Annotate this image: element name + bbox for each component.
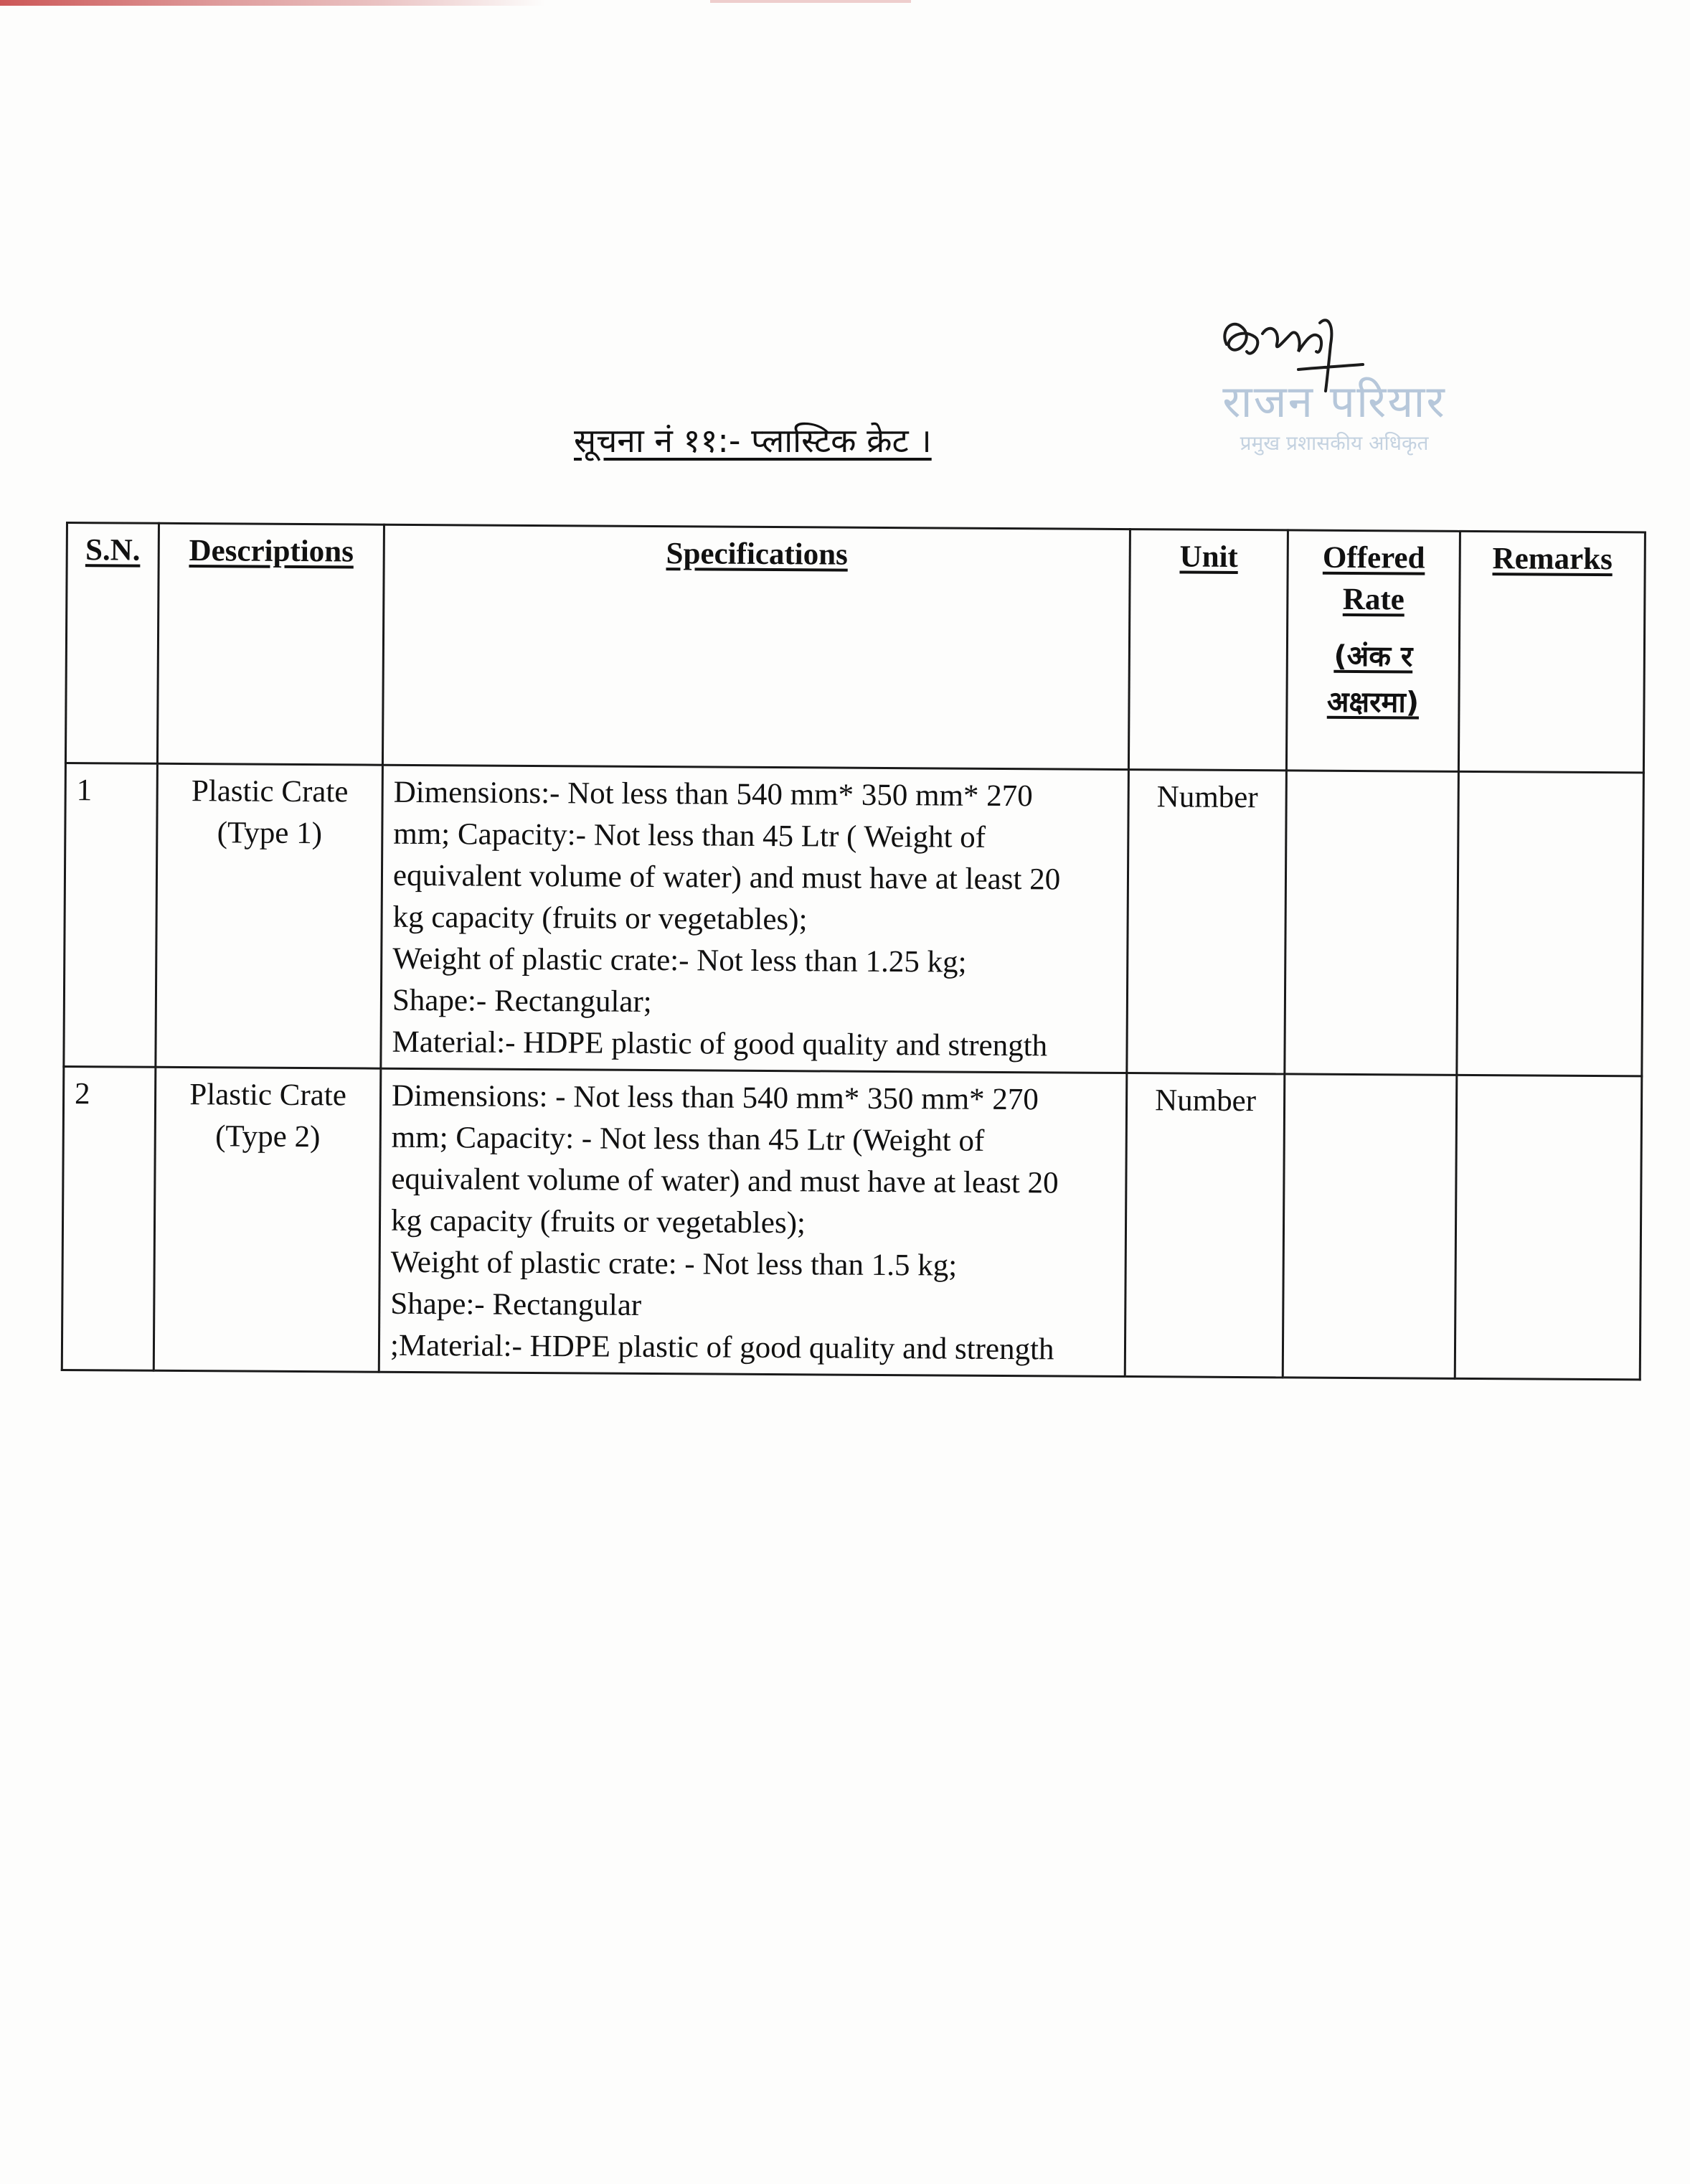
- row-specifications: [379, 1068, 1127, 1376]
- header-sn: S.N.: [65, 523, 159, 764]
- spec-line: Weight of plastic crate:- Not less than 1.25 kg;: [392, 941, 967, 979]
- header-offered-rate: [1286, 530, 1460, 771]
- top-edge-mark: [0, 0, 545, 6]
- header-specifications: Specifications: [382, 524, 1130, 769]
- row-sn: 2: [62, 1066, 156, 1370]
- header-offered-rate-label: Offered Rate: [1322, 540, 1425, 617]
- spec-line: Material:- HDPE plastic of good quality and strength: [392, 1025, 1048, 1063]
- row-remarks: [1455, 1075, 1642, 1380]
- row-unit: Number: [1127, 770, 1287, 1074]
- header-remarks: Remarks: [1458, 531, 1645, 773]
- spec-line: mm; Capacity:- Not less than 45 Ltr ( Weight of: [393, 816, 986, 855]
- row-offered-rate: [1285, 771, 1459, 1075]
- spec-line: Shape:- Rectangular;: [392, 983, 652, 1020]
- spec-line: kg capacity (fruits or vegetables);: [392, 900, 808, 937]
- header-descriptions: Descriptions: [157, 523, 384, 765]
- header-offered-rate-hindi-2: अक्षरमा): [1326, 685, 1420, 720]
- spec-line: Shape:- Rectangular: [390, 1286, 642, 1322]
- spec-line: equivalent volume of water) and must have at least 20: [392, 858, 1061, 897]
- spec-line: ;Material:- HDPE plastic of good quality and strength: [390, 1328, 1054, 1367]
- table-header-row: [65, 523, 1645, 773]
- official-stamp: [1191, 373, 1478, 481]
- spec-line: Weight of plastic crate: - Not less than 1.5 kg;: [390, 1245, 958, 1283]
- spec-line: kg capacity (fruits or vegetables);: [390, 1203, 806, 1241]
- stamp-role: प्रमुख प्रशासकीय अधिकृत: [1240, 431, 1429, 455]
- specification-table: [61, 522, 1646, 1380]
- spec-line: Dimensions: - Not less than 540 mm* 350 mm* 270: [391, 1078, 1039, 1117]
- row-description: [156, 763, 383, 1068]
- row-specifications: [381, 765, 1129, 1073]
- spec-line: Dimensions:- Not less than 540 mm* 350 mm* 270: [393, 775, 1033, 814]
- table-row: [64, 763, 1644, 1076]
- table-row: [62, 1066, 1642, 1379]
- row-remarks: [1457, 771, 1644, 1076]
- spec-line: mm; Capacity: - Not less than 45 Ltr (Weight of: [391, 1120, 985, 1158]
- row-description: [154, 1067, 381, 1372]
- stamp-name: राजन परियार: [1222, 375, 1446, 428]
- row-sn: 1: [64, 763, 158, 1068]
- description-line: Plastic Crate: [191, 774, 349, 809]
- top-edge-mark: [710, 0, 911, 3]
- row-offered-rate: [1283, 1074, 1457, 1378]
- description-line: Plastic Crate: [189, 1078, 347, 1113]
- description-line: (Type 2): [215, 1119, 321, 1154]
- description-line: (Type 1): [217, 816, 323, 851]
- spec-line: equivalent volume of water) and must have at least 20: [391, 1162, 1059, 1200]
- header-unit: Unit: [1128, 529, 1288, 771]
- row-unit: Number: [1125, 1073, 1285, 1378]
- header-offered-rate-hindi-1: (अंक र: [1333, 639, 1413, 674]
- page-title: सूचना नं ११:- प्लास्टिक क्रेट ।: [574, 421, 932, 460]
